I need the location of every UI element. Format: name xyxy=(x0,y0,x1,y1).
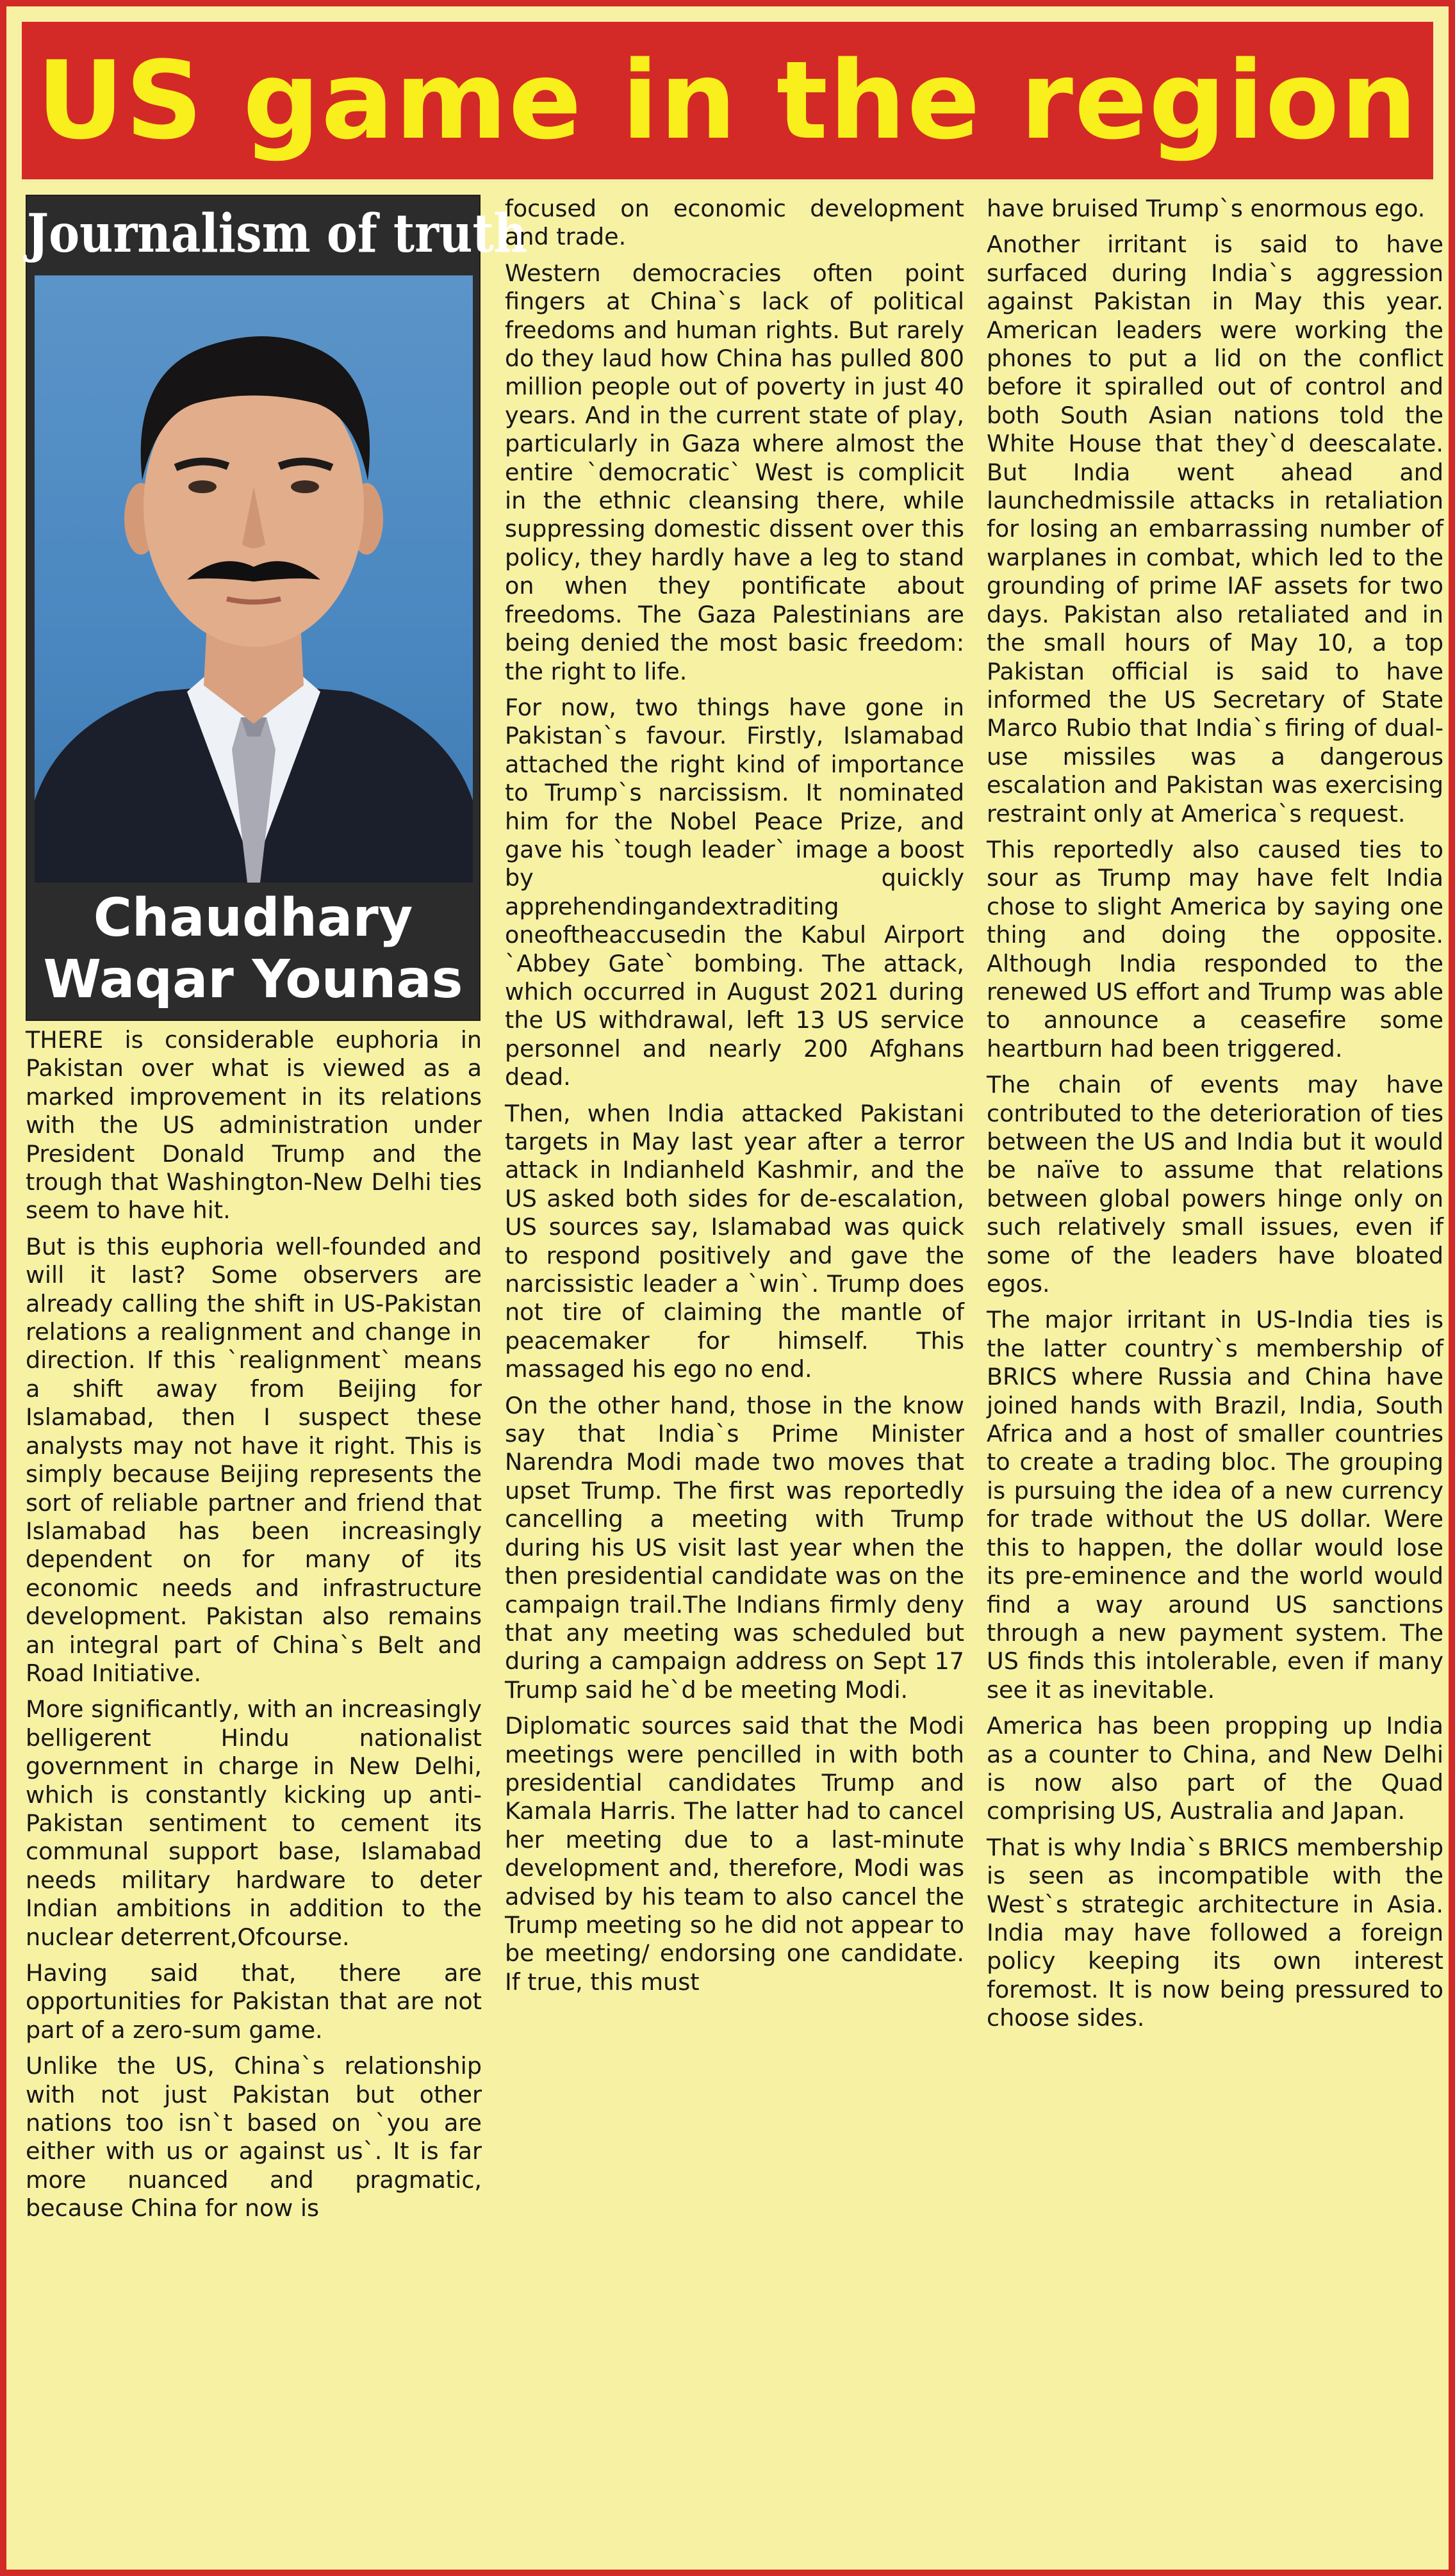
paragraph: But is this euphoria well-founded and will it last? Some observers are already calling the shift in US-Pakistan relations a realignment and change in direction. If this `realignment` means a shift away from Beijing for Islamabad, then I suspect these analysts may not have it right. This is simply because Beijing represents the sort of reliable partner and friend that Islamabad has been increasingly dependent on for many of its economic needs and infrastructure development. Pakistan also remains an integral part of China`s Belt and Road Initiative. xyxy=(26,1232,482,1687)
paragraph: America has been propping up India as a counter to China, and New Delhi is now also part of the Quad comprising US, Australia and Japan. xyxy=(987,1712,1443,1825)
paragraph: The major irritant in US-India ties is the latter country`s membership of BRICS where Russia and China have joined hands with Brazil, India, South Africa and a host of smaller countries to create a trading bloc. The grouping is pursuing the idea of a new currency for trade without the US dollar. Were this to happen, the dollar would lose its pre-eminence and the world would find a way around US sanctions through a new payment system. The US finds this intolerable, even if many see it as inevitable. xyxy=(987,1306,1443,1704)
author-photo xyxy=(35,275,473,883)
byline-box xyxy=(26,195,528,1021)
headline-banner xyxy=(18,18,1437,183)
paragraph: The chain of events may have contributed to the deterioration of ties between the US and India but it would be naïve to assume that relations between global powers hinge only on such relatively small issues, even if some of the leaders have bloated egos. xyxy=(987,1071,1443,1298)
paragraph: On the other hand, those in the know say that India`s Prime Minister Narendra Modi made two moves that upset Trump. The first was reportedly cancelling a meeting with Trump during his US visit last year when the then presidential candidate was on the campaign trail.The Indians firmly deny that any meeting was scheduled but during a campaign address on Sept 17 Trump said he`d be meeting Modi. xyxy=(505,1391,964,1704)
article-column-2 xyxy=(505,195,964,2572)
paragraph: Another irritant is said to have surfaced during India`s aggression against Pakistan in May this year. American leaders were working the phones to put a lid on the conflict before it spiralled out of control and both South Asian nations told the White House that they`d deescalate. But India went ahead and launchedmissile attacks in retaliation for losing an embarrassing number of warplanes in combat, which led to the grounding of prime IAF assets for two days. Pakistan also retaliated and in the small hours of May 10, a top Pakistan official is said to have informed the US Secretary of State Marco Rubio that India`s firing of dual-use missiles was a dangerous escalation and Pakistan was exercising restraint only at America`s request. xyxy=(987,231,1443,827)
paragraph: For now, two things have gone in Pakistan`s favour. Firstly, Islamabad attached the right kind of importance to Trump`s narcissism. It nominated him for the Nobel Peace Prize, and gave his `tough leader` image a boost by quickly apprehendingandextraditing oneoftheaccusedin the Kabul Airport `Abbey Gate` bombing. The attack, which occurred in August 2021 during the US withdrawal, left 13 US service personnel and nearly 200 Afghans dead. xyxy=(505,693,964,1091)
paragraph: Diplomatic sources said that the Modi meetings were pencilled in with both presidential candidates Trump and Kamala Harris. The latter had to cancel her meeting due to a last-minute development and, therefore, Modi was advised by his team to also cancel the Trump meeting so he did not appear to be meeting/ endorsing one candidate. If true, this must xyxy=(505,1712,964,1996)
paragraph: More significantly, with an increasingly belligerent Hindu nationalist government in charge in New Delhi, which is constantly kicking up anti-Pakistan sentiment to cement its communal support base, Islamabad needs military hardware to deter Indian ambitions in addition to the nuclear deterrent,Ofcourse. xyxy=(26,1695,482,1951)
paragraph: focused on economic development and trade. xyxy=(505,195,964,251)
author-name-line1: Chaudhary xyxy=(93,888,413,949)
paragraph: Unlike the US, China`s relationship with not just Pakistan but other nations too isn`t based on `you are either with us or against us`. It is far more nuanced and pragmatic, because China for now is xyxy=(26,2052,482,2222)
paragraph: That is why India`s BRICS membership is seen as incompatible with the West`s strategic architecture in Asia. India may have followed a foreign policy keeping its own interest foremost. It is now being pressured to choose sides. xyxy=(987,1833,1443,2032)
author-name-line2: Waqar Younas xyxy=(43,949,463,1010)
paragraph: This reportedly also caused ties to sour as Trump may have felt India chose to slight America by saying one thing and doing the opposite. Although India responded to the renewed US effort and Trump was able to announce a ceasefire some heartburn had been triggered. xyxy=(987,835,1443,1063)
article-column-1 xyxy=(26,1026,482,2570)
article-column-3 xyxy=(987,195,1443,2572)
author-portrait-icon xyxy=(35,275,473,883)
paragraph: Then, when India attacked Pakistani targets in May last year after a terror attack in Indianheld Kashmir, and the US asked both sides for de-escalation, US sources say, Islamabad was quick to respond positively and gave the narcissistic leader a `win`. Trump does not tire of claiming the mantle of peacemaker for himself. This massaged his ego no end. xyxy=(505,1099,964,1383)
paragraph: Having said that, there are opportunities for Pakistan that are not part of a zero-sum game. xyxy=(26,1959,482,2044)
section-label: Journalism of truth xyxy=(27,201,528,265)
paragraph: Western democracies often point fingers at China`s lack of political freedoms and human rights. But rarely do they laud how China has pulled 800 million people out of poverty in just 40 years. And in the current state of play, particularly in Gaza where almost the entire `democratic` West is complicit in the ethnic cleansing there, while suppressing domestic dissent over this policy, they hardly have a leg to stand on when they pontificate about freedoms. The Gaza Palestinians are being denied the most basic freedom: the right to life. xyxy=(505,259,964,685)
author-name xyxy=(27,888,479,1016)
paragraph: THERE is considerable euphoria in Pakistan over what is viewed as a marked improvement in its relations with the US administration under President Donald Trump and the trough that Washington-New Delhi ties seem to have hit. xyxy=(26,1026,482,1225)
headline: US game in the region xyxy=(37,38,1418,163)
paragraph: have bruised Trump`s enormous ego. xyxy=(987,195,1426,222)
